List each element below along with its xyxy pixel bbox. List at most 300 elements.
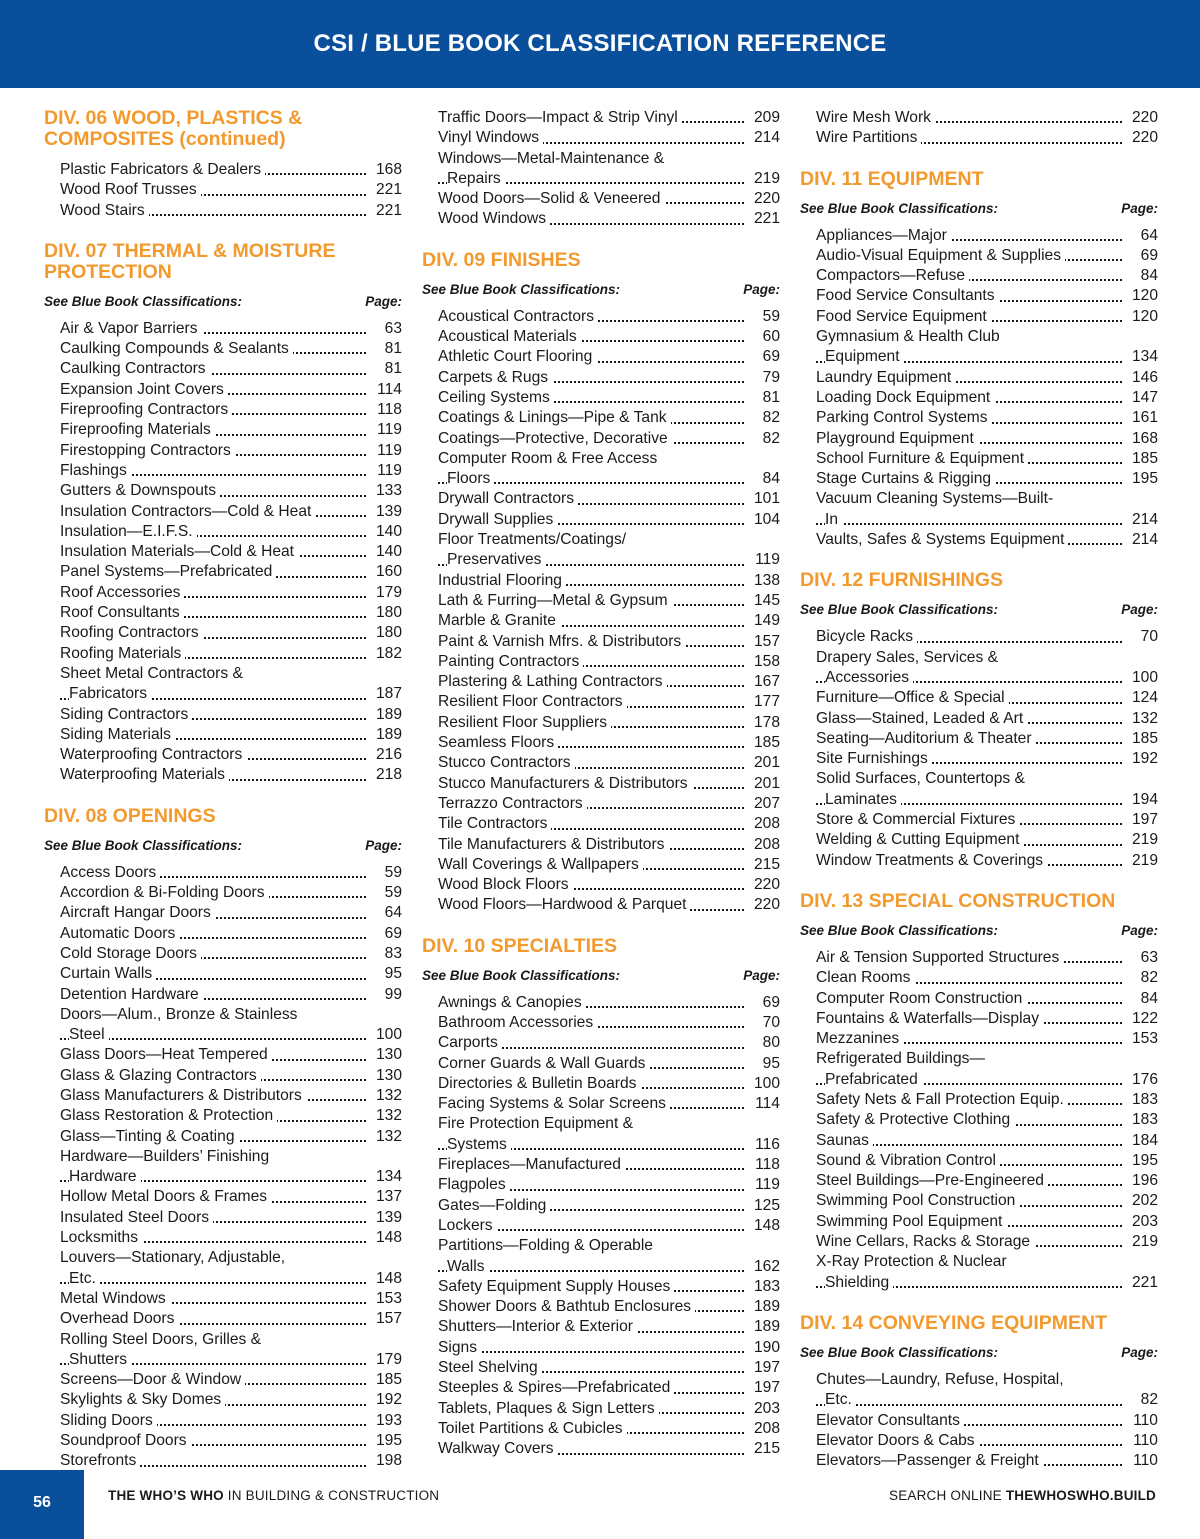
classification-entry xyxy=(60,944,402,964)
entry-name: Walkway Covers xyxy=(438,1440,558,1457)
page-ref: 69 xyxy=(759,347,780,367)
classification-label: See Blue Book Classifications: xyxy=(800,602,999,618)
page-ref: 114 xyxy=(373,380,402,400)
classification-entry xyxy=(60,1228,402,1248)
entry-name: Wood Windows xyxy=(438,210,550,227)
classification-entry xyxy=(438,1358,780,1378)
page-ref: 158 xyxy=(750,652,780,672)
classification-label: See Blue Book Classifications: xyxy=(422,967,621,983)
page-ref: 221 xyxy=(372,180,402,200)
classification-header xyxy=(800,601,1158,619)
division-block xyxy=(800,108,1158,149)
entry-name: Resilient Floor Suppliers xyxy=(438,714,611,731)
entry-name-continued: Fabricators xyxy=(69,685,151,702)
page-header xyxy=(0,0,1200,88)
entry-name: Windows—Metal-Maintenance & xyxy=(438,150,668,167)
entry-name: Access Doors xyxy=(60,864,160,881)
page-ref: 221 xyxy=(750,209,780,229)
classification-label: See Blue Book Classifications: xyxy=(422,281,621,297)
page-ref: 157 xyxy=(750,632,780,652)
entry-name: Metal Windows xyxy=(60,1290,170,1307)
entry-name: Drapery Sales, Services & xyxy=(816,649,1002,666)
classification-entry xyxy=(438,672,780,692)
page-ref: 221 xyxy=(372,201,402,221)
classification-entry xyxy=(438,1196,780,1216)
classification-entry xyxy=(60,1045,402,1065)
page-ref: 69 xyxy=(759,993,780,1013)
page-ref: 179 xyxy=(372,583,402,603)
classification-entry xyxy=(60,542,402,562)
entry-name: Wood Roof Trusses xyxy=(60,181,201,198)
entry-name: Shower Doors & Bathtub Enclosures xyxy=(438,1298,695,1315)
division-block xyxy=(800,169,1158,551)
page-ref: 119 xyxy=(751,550,780,570)
classification-entry xyxy=(60,481,402,501)
entry-name: Vaults, Safes & Systems Equipment xyxy=(816,531,1068,548)
classification-entry xyxy=(438,449,780,490)
classification-entry xyxy=(438,1155,780,1175)
page-ref: 208 xyxy=(750,814,780,834)
entry-name: Saunas xyxy=(816,1132,873,1149)
entry-name: Insulation—E.I.F.S. xyxy=(60,523,197,540)
classification-entry xyxy=(60,725,402,745)
page-ref: 185 xyxy=(750,733,780,753)
classification-entry xyxy=(438,1277,780,1297)
classification-entry xyxy=(816,266,1158,286)
classification-entry xyxy=(60,1370,402,1390)
page-ref: 185 xyxy=(372,1370,402,1390)
page-ref: 185 xyxy=(1128,729,1158,749)
page-ref: 190 xyxy=(750,1338,780,1358)
classification-entry xyxy=(816,749,1158,769)
classification-entry xyxy=(816,1191,1158,1211)
classification-entry xyxy=(60,380,402,400)
classification-entry xyxy=(438,1439,780,1459)
page-ref: 139 xyxy=(372,502,402,522)
classification-label: See Blue Book Classifications: xyxy=(44,837,243,853)
page-ref: 100 xyxy=(1128,668,1158,688)
page-ref: 182 xyxy=(372,644,402,664)
entry-name: Roof Consultants xyxy=(60,604,184,621)
entry-name: Loading Dock Equipment xyxy=(816,389,994,406)
page-ref: 63 xyxy=(1137,948,1158,968)
classification-entry xyxy=(438,895,780,915)
entry-name: Flashings xyxy=(60,462,131,479)
entry-name-continued: Repairs xyxy=(447,170,505,187)
entry-name: Wood Stairs xyxy=(60,202,149,219)
classification-entry xyxy=(816,128,1158,148)
page-ref: 202 xyxy=(1128,1191,1158,1211)
classification-entry xyxy=(816,1451,1158,1471)
page-ref: 153 xyxy=(372,1289,402,1309)
entry-name: Plastering & Lathing Contractors xyxy=(438,673,667,690)
entry-name: Caulking Compounds & Sealants xyxy=(60,340,293,357)
entry-name: Air & Tension Supported Structures xyxy=(816,949,1063,966)
classification-entry xyxy=(816,851,1158,871)
classification-label: See Blue Book Classifications: xyxy=(800,200,999,216)
classification-entry xyxy=(438,835,780,855)
entry-name: Computer Room & Free Access xyxy=(438,450,661,467)
page-ref: 138 xyxy=(750,571,780,591)
entry-name: Marble & Granite xyxy=(438,612,560,629)
entry-name: Locksmiths xyxy=(60,1229,142,1246)
classification-entry xyxy=(438,489,780,509)
classification-entry xyxy=(438,875,780,895)
classification-label: See Blue Book Classifications: xyxy=(800,1344,999,1360)
classification-entry xyxy=(816,327,1158,368)
page-ref: 134 xyxy=(1128,347,1158,367)
entry-name: Cold Storage Doors xyxy=(60,945,201,962)
entry-name: Toilet Partitions & Cubicles xyxy=(438,1420,627,1437)
page-ref: 192 xyxy=(1128,749,1158,769)
entry-name: Sound & Vibration Control xyxy=(816,1152,1000,1169)
entry-name: Bathroom Accessories xyxy=(438,1014,597,1031)
entry-name: Clean Rooms xyxy=(816,969,914,986)
classification-entry xyxy=(438,794,780,814)
website-url: THEWHOSWHO.BUILD xyxy=(1005,1488,1156,1503)
page-ref: 219 xyxy=(1128,830,1158,850)
classification-entry xyxy=(60,1005,402,1046)
classification-entry xyxy=(816,307,1158,327)
classification-entry xyxy=(816,286,1158,306)
classification-entry xyxy=(816,948,1158,968)
column-1 xyxy=(44,108,402,1492)
classification-entry xyxy=(816,1049,1158,1090)
classification-entry xyxy=(438,753,780,773)
classification-entry xyxy=(816,830,1158,850)
entry-name-continued: Walls xyxy=(447,1258,489,1275)
entry-name: Roofing Materials xyxy=(60,645,185,662)
classification-entry xyxy=(60,583,402,603)
page-label: Page: xyxy=(365,293,402,309)
page-ref: 82 xyxy=(759,408,780,428)
entry-name: Vacuum Cleaning Systems—Built- xyxy=(816,490,1057,507)
entry-name: Roof Accessories xyxy=(60,584,184,601)
page-ref: 119 xyxy=(373,441,402,461)
entry-name: Aircraft Hangar Doors xyxy=(60,904,215,921)
classification-entry xyxy=(438,855,780,875)
page-ref: 197 xyxy=(1128,810,1158,830)
entry-name: Wood Floors—Hardwood & Parquet xyxy=(438,896,690,913)
page-ref: 149 xyxy=(750,611,780,631)
page-ref: 183 xyxy=(1128,1090,1158,1110)
entry-name: Coatings—Protective, Decorative xyxy=(438,430,672,447)
entry-name: Steel Buildings—Pre-Engineered xyxy=(816,1172,1048,1189)
classification-entry xyxy=(816,1090,1158,1110)
classification-entry xyxy=(816,989,1158,1009)
entry-name: Seating—Auditorium & Theater xyxy=(816,730,1036,747)
page-ref: 219 xyxy=(1128,851,1158,871)
entry-name: Signs xyxy=(438,1339,481,1356)
classification-entry xyxy=(60,1289,402,1309)
classification-entry xyxy=(438,632,780,652)
page-ref: 119 xyxy=(373,461,402,481)
page-ref: 168 xyxy=(372,160,402,180)
division-title: DIV. 09 FINISHES xyxy=(422,248,581,271)
classification-entry xyxy=(816,968,1158,988)
page-ref: 118 xyxy=(751,1155,780,1175)
classification-entry xyxy=(60,1086,402,1106)
entry-name: Waterproofing Contractors xyxy=(60,746,246,763)
publication-brand: THE WHO’S WHO xyxy=(108,1488,224,1503)
page-ref: 130 xyxy=(372,1066,402,1086)
classification-entry xyxy=(60,1248,402,1289)
entry-name: Welding & Cutting Equipment xyxy=(816,831,1023,848)
page-ref: 196 xyxy=(1128,1171,1158,1191)
entry-name: Drywall Contractors xyxy=(438,490,578,507)
classification-entry xyxy=(60,903,402,923)
entry-name: Painting Contractors xyxy=(438,653,583,670)
page-ref: 110 xyxy=(1129,1431,1158,1451)
page-ref: 157 xyxy=(372,1309,402,1329)
division-title: DIV. 07 THERMAL & MOISTURE PROTECTION xyxy=(44,239,336,283)
entry-name: Seamless Floors xyxy=(438,734,558,751)
entry-name: Stucco Manufacturers & Distributors xyxy=(438,775,692,792)
entry-name-continued: Hardware xyxy=(69,1168,141,1185)
page-ref: 195 xyxy=(372,1431,402,1451)
entry-name: Safety Equipment Supply Houses xyxy=(438,1278,674,1295)
entry-name: Glass Doors—Heat Tempered xyxy=(60,1046,272,1063)
page-ref: 220 xyxy=(750,189,780,209)
division-title: DIV. 11 EQUIPMENT xyxy=(800,167,984,190)
entry-name: Air & Vapor Barriers xyxy=(60,320,202,337)
page-ref: 146 xyxy=(1128,368,1158,388)
entry-name: Doors—Alum., Bronze & Stainless xyxy=(60,1006,301,1023)
page-ref: 197 xyxy=(750,1378,780,1398)
entry-name: Glass—Stained, Leaded & Art xyxy=(816,710,1027,727)
page-label: Page: xyxy=(743,281,780,297)
page-ref: 167 xyxy=(750,672,780,692)
entry-name: Solid Surfaces, Countertops & xyxy=(816,770,1029,787)
page-ref: 209 xyxy=(750,108,780,128)
dot-leader xyxy=(816,1404,1122,1406)
page-ref: 132 xyxy=(372,1086,402,1106)
page-ref: 179 xyxy=(372,1350,402,1370)
classification-entry xyxy=(438,108,780,128)
entry-name: Glass & Glazing Contractors xyxy=(60,1067,261,1084)
classification-entry xyxy=(438,1033,780,1053)
classification-entry xyxy=(438,1114,780,1155)
classification-entry xyxy=(60,964,402,984)
page-ref: 147 xyxy=(1128,388,1158,408)
entry-name: Audio-Visual Equipment & Supplies xyxy=(816,247,1065,264)
entry-name: Directories & Bulletin Boards xyxy=(438,1075,640,1092)
classification-entry xyxy=(816,429,1158,449)
entry-name-continued: Equipment xyxy=(825,348,904,365)
classification-entry xyxy=(816,1009,1158,1029)
page-ref: 130 xyxy=(372,1045,402,1065)
page-ref: 189 xyxy=(750,1297,780,1317)
division-block xyxy=(422,250,780,916)
entry-name: Parking Control Systems xyxy=(816,409,992,426)
entry-name: Acoustical Contractors xyxy=(438,308,598,325)
division-title: DIV. 10 SPECIALTIES xyxy=(422,934,618,957)
entry-name-continued: Prefabricated xyxy=(825,1071,922,1088)
entry-name: Wood Doors—Solid & Veneered xyxy=(438,190,665,207)
page-ref: 215 xyxy=(750,855,780,875)
classification-entry xyxy=(438,128,780,148)
entry-name: Wire Mesh Work xyxy=(816,109,935,126)
entry-name: Waterproofing Materials xyxy=(60,766,229,783)
page-ref: 162 xyxy=(750,1257,780,1277)
entry-name: Lockers xyxy=(438,1217,497,1234)
entry-name: Fountains & Waterfalls—Display xyxy=(816,1010,1043,1027)
classification-entry xyxy=(438,510,780,530)
classification-entry xyxy=(60,319,402,339)
page-ref: 134 xyxy=(372,1167,402,1187)
page-ref: 208 xyxy=(750,835,780,855)
page-ref: 220 xyxy=(1128,128,1158,148)
classification-entry xyxy=(60,924,402,944)
entry-name: Wine Cellars, Racks & Storage xyxy=(816,1233,1034,1250)
page-ref: 220 xyxy=(750,895,780,915)
entry-name: Compactors—Refuse xyxy=(816,267,969,284)
entry-name: Tile Contractors xyxy=(438,815,551,832)
page-ref: 69 xyxy=(1137,246,1158,266)
page-ref: 70 xyxy=(759,1013,780,1033)
page-ref: 192 xyxy=(372,1390,402,1410)
page-ref: 133 xyxy=(372,481,402,501)
entry-name: Furniture—Office & Special xyxy=(816,689,1009,706)
page-ref: 64 xyxy=(1137,226,1158,246)
classification-entry xyxy=(438,1074,780,1094)
entry-name: Bicycle Racks xyxy=(816,628,917,645)
classification-header xyxy=(800,200,1158,218)
entry-name: Wood Block Floors xyxy=(438,876,573,893)
page-ref: 100 xyxy=(750,1074,780,1094)
entry-name: Tile Manufacturers & Distributors xyxy=(438,836,668,853)
entry-name-continued: Steel xyxy=(69,1026,109,1043)
entry-name: Appliances—Major xyxy=(816,227,951,244)
classification-entry xyxy=(60,359,402,379)
classification-entry xyxy=(816,1151,1158,1171)
entry-name: Terrazzo Contractors xyxy=(438,795,587,812)
page-ref: 218 xyxy=(372,765,402,785)
classification-entry xyxy=(816,1212,1158,1232)
page-ref: 140 xyxy=(372,542,402,562)
entry-name: Fireproofing Materials xyxy=(60,421,215,438)
entry-name: Roofing Contractors xyxy=(60,624,203,641)
page-ref: 221 xyxy=(1128,1273,1158,1293)
publication-subtitle: IN BUILDING & CONSTRUCTION xyxy=(223,1488,440,1503)
entry-name: Panel Systems—Prefabricated xyxy=(60,563,276,580)
page-ref: 197 xyxy=(750,1358,780,1378)
classification-entry xyxy=(438,307,780,327)
page-ref: 216 xyxy=(372,745,402,765)
page-ref: 189 xyxy=(372,705,402,725)
page-ref: 119 xyxy=(373,420,402,440)
page-ref: 137 xyxy=(372,1187,402,1207)
classification-entry xyxy=(816,530,1158,550)
entry-name: Louvers—Stationary, Adjustable, xyxy=(60,1249,289,1266)
entry-name: Playground Equipment xyxy=(816,430,978,447)
page-ref: 153 xyxy=(1128,1029,1158,1049)
entry-name: Hardware—Builders’ Finishing xyxy=(60,1148,273,1165)
classification-entry xyxy=(816,449,1158,469)
dot-leader xyxy=(60,1282,366,1284)
classification-entry xyxy=(438,713,780,733)
page-ref: 114 xyxy=(751,1094,780,1114)
page-ref: 119 xyxy=(751,1175,780,1195)
classification-entry xyxy=(60,1106,402,1126)
entry-name: Acoustical Materials xyxy=(438,328,581,345)
classification-entry xyxy=(60,1451,402,1471)
page-label: Page: xyxy=(1121,922,1158,938)
page-ref: 110 xyxy=(1129,1411,1158,1431)
page-ref: 95 xyxy=(381,964,402,984)
page-ref: 184 xyxy=(1128,1131,1158,1151)
website-link[interactable] xyxy=(889,1488,1156,1503)
entry-name: Siding Contractors xyxy=(60,706,192,723)
website-prefix: SEARCH ONLINE xyxy=(888,1488,1006,1503)
classification-entry xyxy=(60,644,402,664)
entry-name: Sheet Metal Contractors & xyxy=(60,665,247,682)
entry-name: Elevator Doors & Cabs xyxy=(816,1432,979,1449)
dot-leader xyxy=(816,523,1122,525)
classification-entry xyxy=(60,201,402,221)
entry-name: Fire Protection Equipment & xyxy=(438,1115,637,1132)
classification-entry xyxy=(816,108,1158,128)
page-ref: 178 xyxy=(750,713,780,733)
dot-leader xyxy=(438,1351,744,1353)
classification-entry xyxy=(816,810,1158,830)
page-ref: 214 xyxy=(1128,530,1158,550)
classification-entry xyxy=(60,562,402,582)
classification-entry xyxy=(438,1297,780,1317)
page-ref: 148 xyxy=(372,1269,402,1289)
entry-name: Insulation Materials—Cold & Heat xyxy=(60,543,298,560)
page-ref: 64 xyxy=(381,903,402,923)
page-ref: 183 xyxy=(750,1277,780,1297)
classification-entry xyxy=(816,1131,1158,1151)
division-block xyxy=(44,806,402,1472)
classification-entry xyxy=(60,1390,402,1410)
entry-name: Drywall Supplies xyxy=(438,511,557,528)
page-ref: 81 xyxy=(381,339,402,359)
classification-entry xyxy=(438,1013,780,1033)
classification-entry xyxy=(60,745,402,765)
division-title: DIV. 13 SPECIAL CONSTRUCTION xyxy=(800,889,1116,912)
classification-entry xyxy=(60,339,402,359)
entry-name: Paint & Varnish Mfrs. & Distributors xyxy=(438,633,685,650)
classification-entry xyxy=(438,530,780,571)
division-title: DIV. 06 WOOD, PLASTICS & COMPOSITES (continued) xyxy=(44,107,303,150)
entry-name-continued: Etc. xyxy=(825,1391,856,1408)
entry-name-continued: Shielding xyxy=(825,1274,893,1291)
classification-entry xyxy=(60,623,402,643)
entry-name: Elevator Consultants xyxy=(816,1412,964,1429)
page-ref: 207 xyxy=(750,794,780,814)
page-ref: 183 xyxy=(1128,1110,1158,1130)
classification-entry xyxy=(60,863,402,883)
classification-entry xyxy=(438,388,780,408)
classification-entry xyxy=(816,729,1158,749)
classification-header xyxy=(800,1344,1158,1362)
classification-entry xyxy=(816,1252,1158,1293)
page-ref: 79 xyxy=(759,368,780,388)
entry-name: Glass Manufacturers & Distributors xyxy=(60,1087,306,1104)
entry-name: Siding Materials xyxy=(60,726,175,743)
entry-name: Mezzanines xyxy=(816,1030,903,1047)
entry-name: Ceiling Systems xyxy=(438,389,554,406)
entry-name: Wire Partitions xyxy=(816,129,921,146)
classification-entry xyxy=(816,1431,1158,1451)
entry-name: Steel Shelving xyxy=(438,1359,542,1376)
page-label: Page: xyxy=(1121,602,1158,618)
column-3 xyxy=(800,108,1158,1491)
entry-name: School Furniture & Equipment xyxy=(816,450,1028,467)
classification-entry xyxy=(60,522,402,542)
